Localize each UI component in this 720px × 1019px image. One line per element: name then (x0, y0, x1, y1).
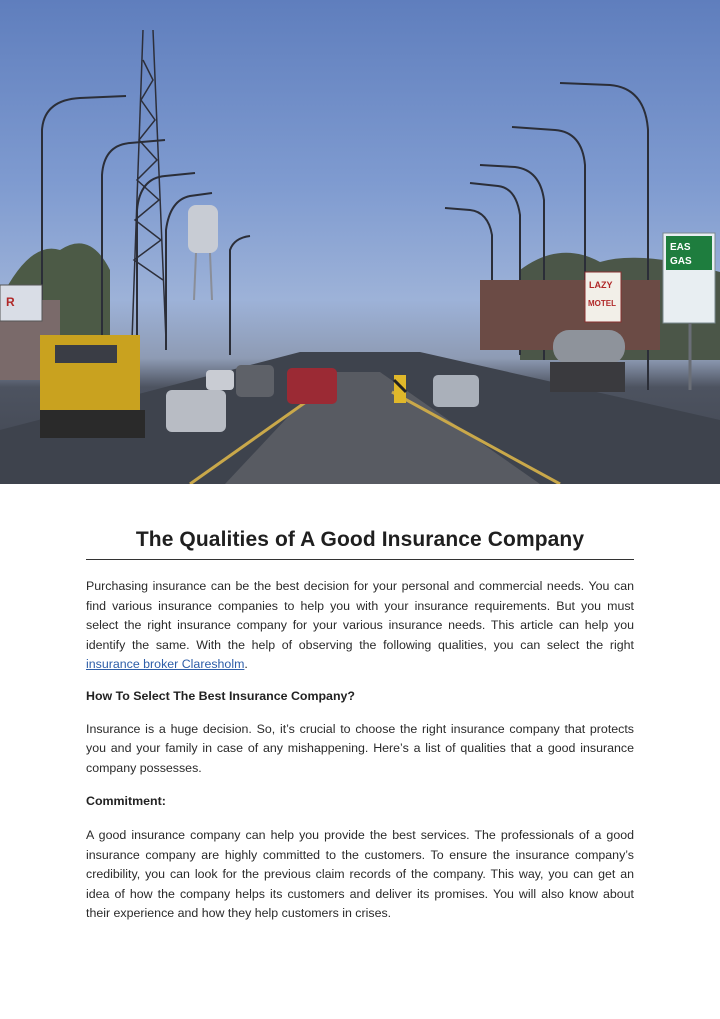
gas-station-sign (663, 233, 715, 390)
svg-text:R: R (6, 295, 15, 309)
svg-text:GAS: GAS (670, 256, 692, 267)
paragraph-commitment: A good insurance company can help you provide the best services. The professionals of a good insurance company are highly committed to the customers. To ensure the insurance company’s credibility, you can look for the previous claim records of the company. This way, you can get an idea of how the company helps its customers and deliver its promises. You will also know about their experience and how they help customers in crises. (86, 828, 634, 920)
tanker-truck (550, 330, 625, 392)
hero-photo (0, 0, 720, 484)
section-heading-commitment: Commitment: (86, 794, 166, 808)
yellow-truck (40, 335, 145, 438)
hazard-marker (394, 375, 406, 403)
insurance-broker-link[interactable]: insurance broker Claresholm (86, 657, 245, 671)
car-distant (206, 370, 234, 390)
car-silver-left (166, 390, 226, 432)
water-tower (188, 205, 218, 300)
car-silver-right (433, 375, 479, 407)
svg-text:LAZY: LAZY (589, 280, 613, 290)
svg-text:EAS: EAS (670, 242, 691, 253)
title-underline (86, 559, 634, 560)
car-red (287, 368, 337, 404)
street-scene-illustration (0, 0, 720, 484)
car-dark (236, 365, 274, 397)
intro-paragraph (86, 577, 634, 675)
motel-sign (585, 272, 621, 322)
left-business-sign (0, 285, 42, 321)
intro-text: Purchasing insurance can be the best decision for your personal and commercial needs. You can find various insurance companies to help you with your insurance requirements. But you must select the right insurance company for your various insurance needs. This article can help you identify the same. With the help of observing the following qualities, you can select the right (86, 579, 634, 652)
article (86, 484, 634, 924)
paragraph-insurance-decision: Insurance is a huge decision. So, it’s crucial to choose the right insurance company that protects you and your family in case of any mishappening. Here’s a list of qualities that a good insurance company possesses. (86, 721, 634, 775)
intro-end: . (244, 657, 248, 671)
section-heading-select: How To Select The Best Insurance Company? (86, 688, 355, 703)
svg-text:MOTEL: MOTEL (588, 299, 616, 308)
article-title: The Qualities of A Good Insurance Company (135, 528, 585, 551)
